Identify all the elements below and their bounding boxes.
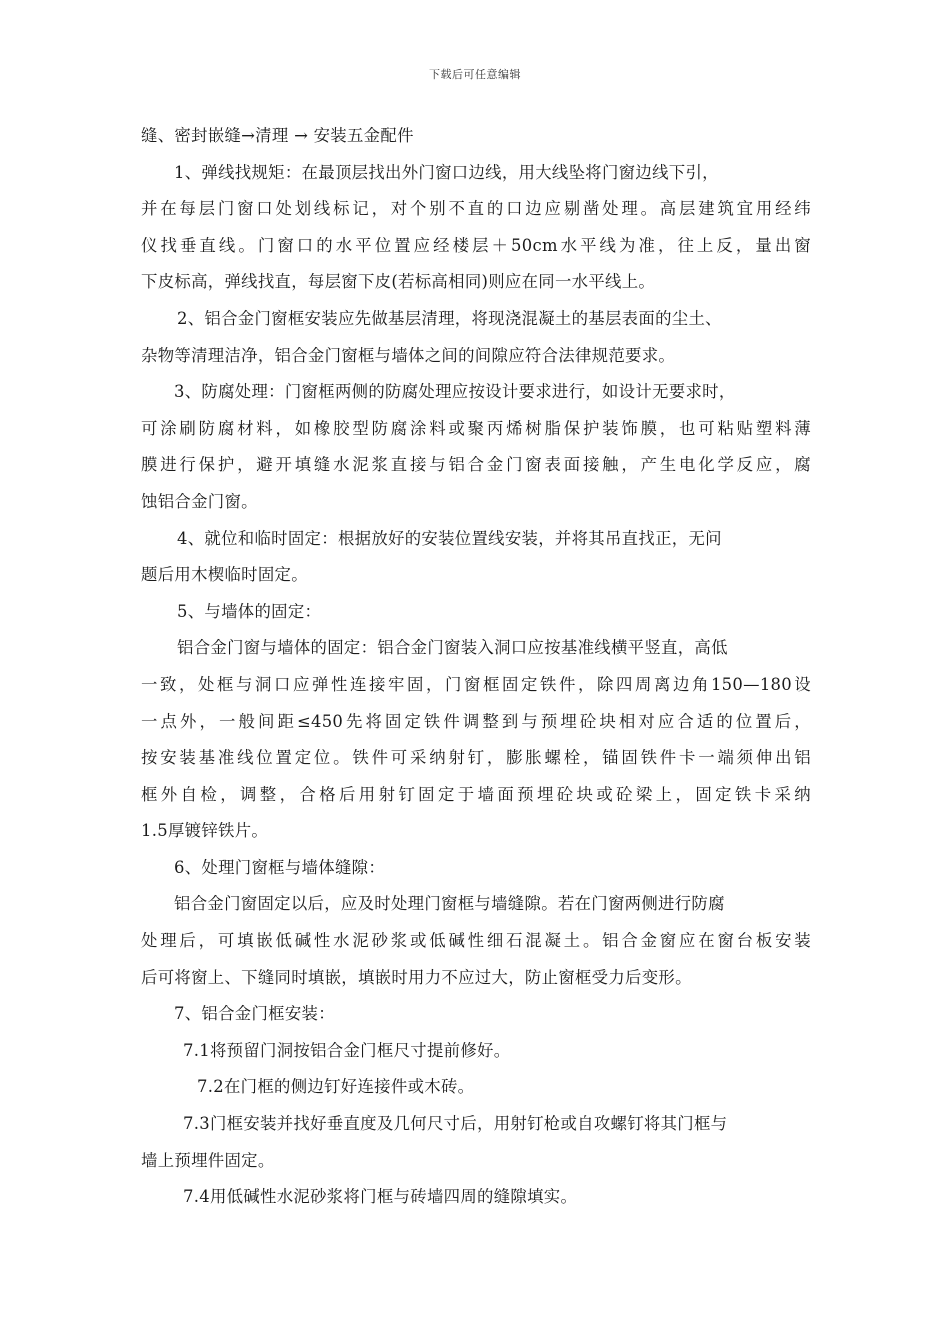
document-body	[141, 118, 811, 1216]
text-line: 可涂刷防腐材料，如橡胶型防腐涂料或聚丙烯树脂保护装饰膜，也可粘贴塑料薄	[141, 418, 811, 438]
text-line: 题后用木楔临时固定。	[141, 565, 308, 585]
text-line: 4、就位和临时固定：根据放好的安装位置线安装，并将其吊直找正，无问	[177, 528, 722, 548]
text-line: 膜进行保护，避开填缝水泥浆直接与铝合金门窗表面接触，产生电化学反应，腐	[141, 455, 811, 475]
text-line: 2、铝合金门窗框安装应先做基层清理，将现浇混凝土的基层表面的尘土、	[177, 308, 722, 328]
text-line: 铝合金门窗固定以后，应及时处理门窗框与墙缝隙。若在门窗两侧进行防腐	[174, 894, 725, 914]
text-line: 缝、密封嵌缝→清理 → 安装五金配件	[141, 126, 414, 145]
text-line: 7.2在门框的侧边钉好连接件或木砖。	[197, 1077, 475, 1097]
text-line: 下皮标高，弹线找直，每层窗下皮(若标高相同)则应在同一水平线上。	[141, 272, 656, 292]
text-line: 铝合金门窗与墙体的固定：铝合金门窗装入洞口应按基准线横平竖直，高低	[177, 638, 728, 658]
text-line: 一致，处框与洞口应弹性连接牢固，门窗框固定铁件，除四周离边角150—180设	[141, 674, 811, 694]
text-line: 处理后，可填嵌低碱性水泥砂浆或低碱性细石混凝土。铝合金窗应在窗台板安装	[141, 931, 811, 951]
text-line: 并在每层门窗口处划线标记，对个别不直的口边应剔凿处理。高层建筑宜用经纬	[141, 199, 811, 219]
text-line: 3、防腐处理：门窗框两侧的防腐处理应按设计要求进行，如设计无要求时，	[174, 382, 736, 402]
text-line: 蚀铝合金门窗。	[141, 491, 258, 511]
text-line: 杂物等清理洁净，铝合金门窗框与墙体之间的间隙应符合法律规范要求。	[141, 345, 676, 365]
text-line: 墙上预埋件固定。	[141, 1150, 275, 1170]
text-line: 5、与墙体的固定：	[177, 601, 322, 621]
text-line: 7.3门框安装并找好垂直度及几何尺寸后，用射钉枪或自攻螺钉将其门框与	[183, 1114, 728, 1134]
text-line: 1.5厚镀锌铁片。	[141, 821, 269, 841]
text-line: 7、铝合金门框安装：	[174, 1004, 335, 1024]
text-line: 1、弹线找规矩：在最顶层找出外门窗口边线，用大线坠将门窗边线下引，	[174, 162, 719, 182]
text-line: 7.4用低碱性水泥砂浆将门框与砖墙四周的缝隙填实。	[183, 1187, 578, 1207]
text-line: 仪找垂直线。门窗口的水平位置应经楼层＋50cm水平线为准，往上反，量出窗	[141, 235, 811, 255]
text-line: 按安装基准线位置定位。铁件可采纳射钉，膨胀螺栓，锚固铁件卡一端须伸出铝	[141, 748, 811, 768]
text-line: 7.1将预留门洞按铝合金门框尺寸提前修好。	[183, 1040, 511, 1060]
text-line: 后可将窗上、下缝同时填嵌，填嵌时用力不应过大，防止窗框受力后变形。	[141, 967, 692, 987]
text-line: 一点外，一般间距≤450先将固定铁件调整到与预埋砼块相对应合适的位置后，	[141, 711, 811, 731]
page-header-watermark: 下载后可任意编辑	[429, 68, 521, 81]
text-line: 框外自检，调整，合格后用射钉固定于墙面预埋砼块或砼梁上，固定铁卡采纳	[141, 784, 811, 804]
text-line: 6、处理门窗框与墙体缝隙：	[174, 857, 386, 877]
